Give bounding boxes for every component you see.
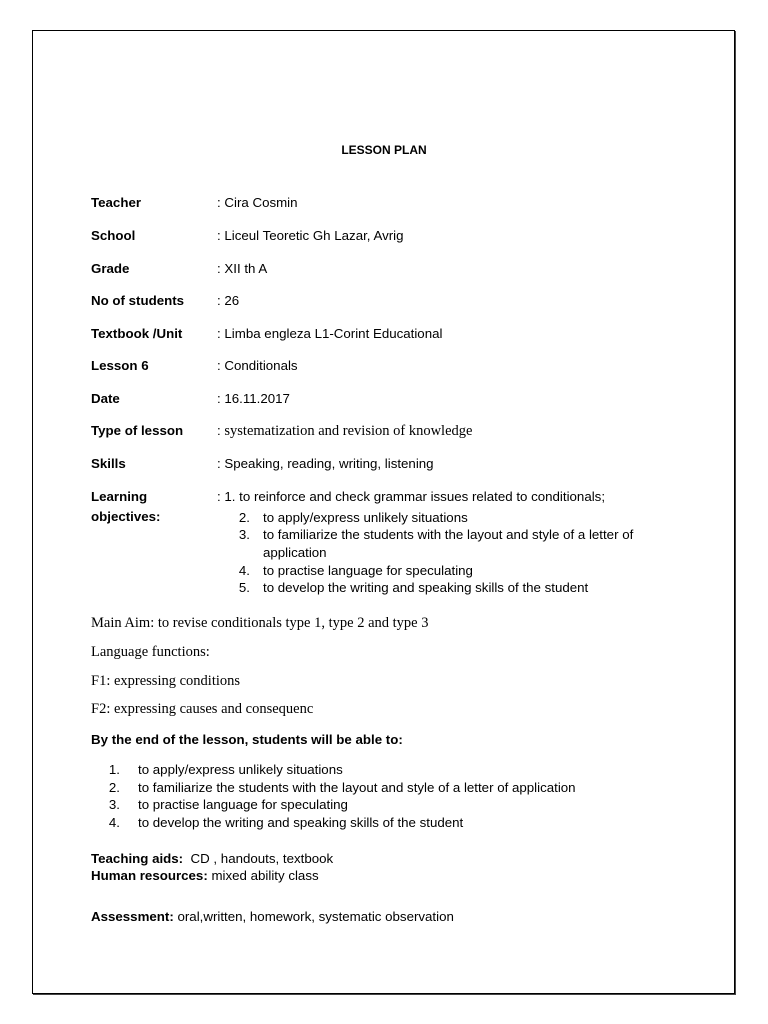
main-aim: Main Aim: to revise conditionals type 1, type 2 and type 3	[91, 615, 429, 631]
school-value: : Liceul Teoretic Gh Lazar, Avrig	[217, 228, 404, 243]
objective-1: : 1. to reinforce and check grammar issues related to conditionals;	[217, 489, 606, 504]
teacher-label: Teacher	[91, 195, 142, 210]
outcomes-heading: By the end of the lesson, students will be able to:	[91, 732, 403, 747]
teaching-aids: Teaching aids: CD , handouts, textbook	[91, 851, 334, 866]
students-value: : 26	[217, 293, 240, 308]
assessment: Assessment: oral,written, homework, systematic observation	[91, 909, 454, 924]
students-label: No of students	[91, 293, 185, 308]
textbook-value: : Limba engleza L1-Corint Educational	[217, 326, 443, 341]
lesson-label: Lesson 6	[91, 358, 149, 373]
skills-label: Skills	[91, 456, 126, 471]
human-resources: Human resources: mixed ability class	[91, 868, 319, 883]
skills-value: : Speaking, reading, writing, listening	[217, 456, 434, 471]
textbook-label: Textbook /Unit	[91, 326, 183, 341]
function-f1: F1: expressing conditions	[91, 673, 241, 689]
school-label: School	[91, 228, 136, 243]
grade-label: Grade	[91, 261, 130, 276]
language-functions-heading: Language functions:	[91, 644, 210, 660]
function-f2: F2: expressing causes and consequenc	[91, 701, 314, 717]
grade-value: : XII th A	[217, 261, 268, 276]
objectives-label-line2: objectives:	[91, 509, 161, 524]
teacher-value: : Cira Cosmin	[217, 195, 298, 210]
lesson-value: : Conditionals	[217, 358, 298, 373]
lesson-type-value: : systematization and revision of knowledge	[217, 423, 473, 439]
objectives-label-line1: Learning	[91, 489, 148, 504]
document-title: LESSON PLAN	[341, 143, 427, 157]
date-value: : 16.11.2017	[217, 391, 290, 406]
lesson-type-label: Type of lesson	[91, 423, 184, 438]
date-label: Date	[91, 391, 120, 406]
